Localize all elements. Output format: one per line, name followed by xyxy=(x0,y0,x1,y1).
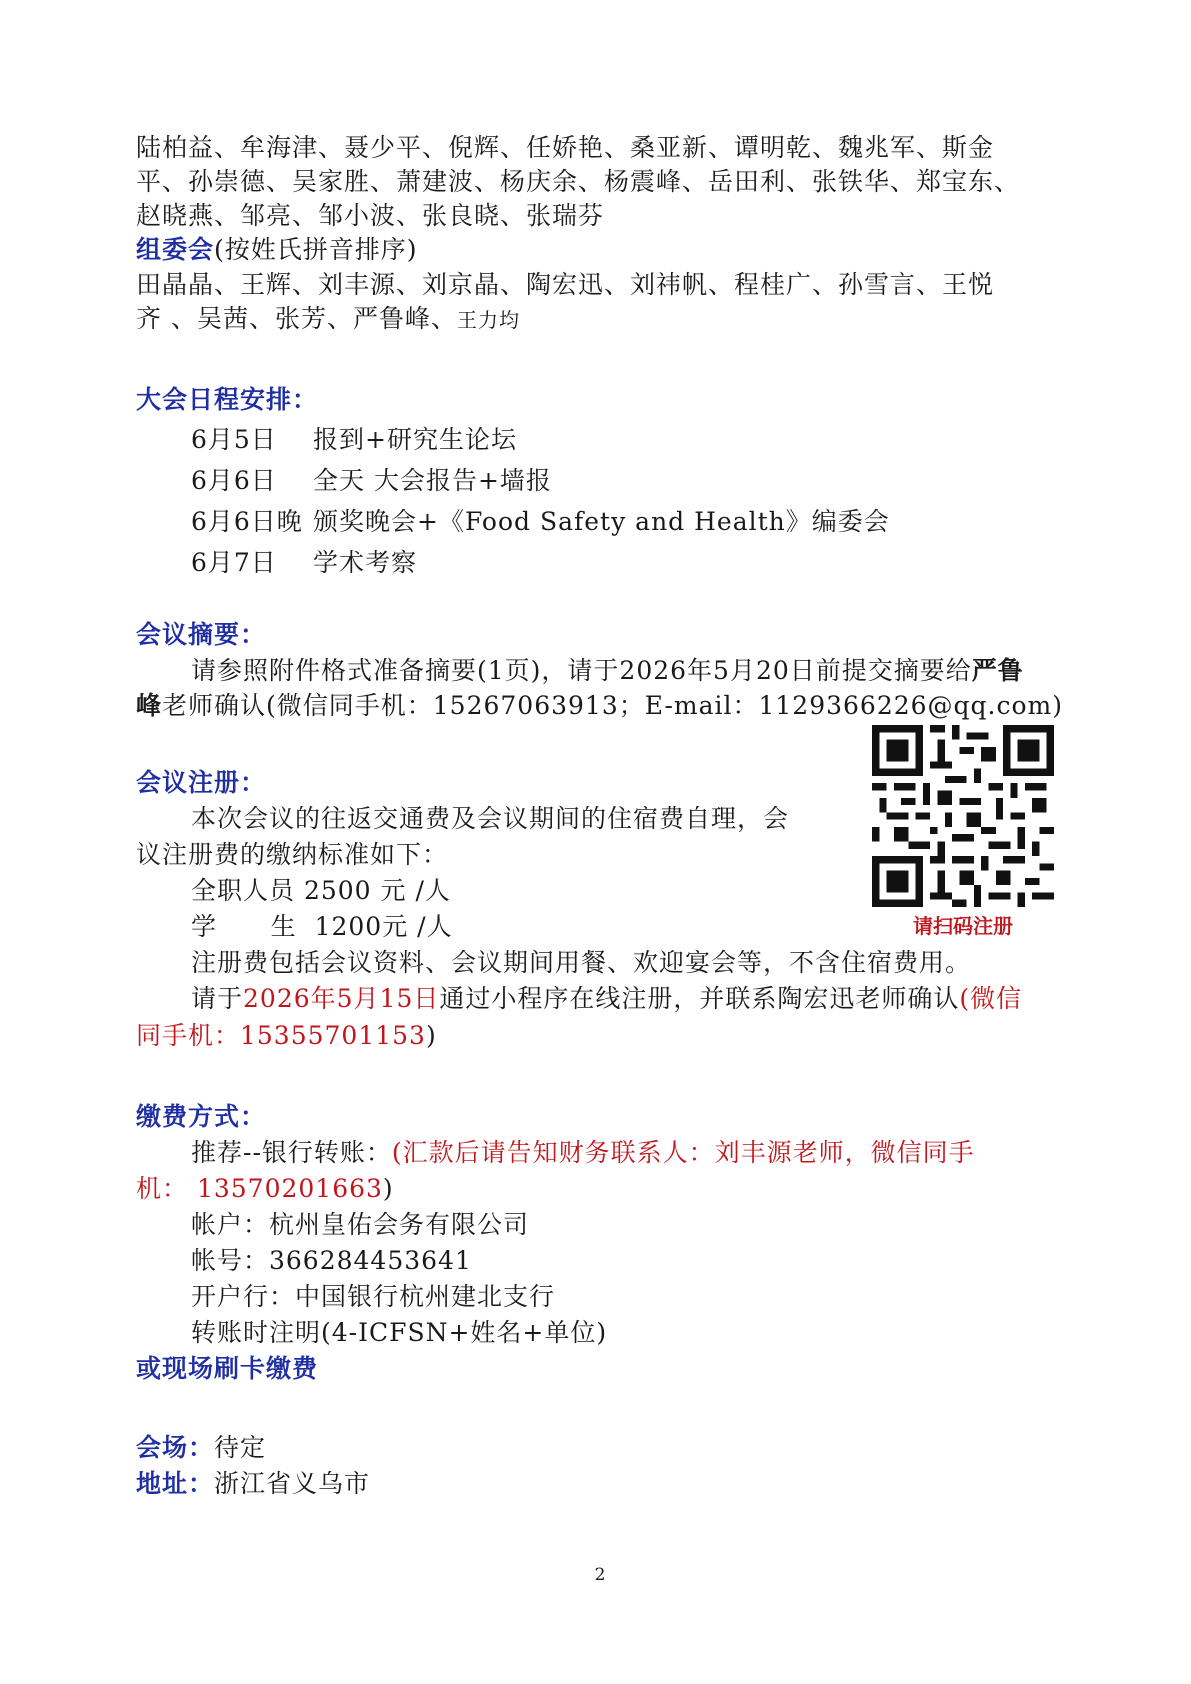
registration-line-2: 议注册费的缴纳标准如下： xyxy=(136,840,449,869)
schedule-item xyxy=(191,423,517,457)
abstract-text: 请参照附件格式准备摘要(1页)，请于2026年5月20日前提交摘要给 xyxy=(191,656,972,685)
schedule-date: 6月5日 xyxy=(191,425,277,454)
page-number: 2 xyxy=(594,1565,606,1585)
payment-recommend xyxy=(191,1136,975,1170)
payment-recommend-prefix: 推荐--银行转账： xyxy=(191,1138,392,1167)
address-label: 地址： xyxy=(136,1469,215,1498)
payment-alternative: 或现场刷卡缴费 xyxy=(136,1354,319,1383)
payment-note: 转账时注明(4-ICFSN+姓名+单位) xyxy=(191,1318,608,1347)
organizing-heading-line xyxy=(136,233,418,267)
organizing-line-2-text: 齐 、吴茜、张芳、严鲁峰、 xyxy=(136,304,457,333)
payment-account-number: 帐号：366284453641 xyxy=(191,1246,472,1275)
schedule-item xyxy=(191,505,890,539)
schedule-event: 颁奖晚会+《Food Safety and Health》编委会 xyxy=(313,507,890,536)
venue-label: 会场： xyxy=(136,1433,215,1462)
abstract-contact-name: 严鲁 xyxy=(971,656,1024,685)
abstract-line-1 xyxy=(191,654,1024,688)
deadline-prefix: 请于 xyxy=(191,984,244,1013)
payment-account-name: 帐户：杭州皇佑会务有限公司 xyxy=(191,1210,530,1239)
schedule-event: 全天 大会报告+墙报 xyxy=(313,466,552,495)
payment-recommend-line-2 xyxy=(136,1172,394,1206)
schedule-date: 6月7日 xyxy=(191,548,277,577)
registration-heading: 会议注册： xyxy=(136,768,267,797)
schedule-item xyxy=(191,464,552,498)
schedule-date: 6月6日 xyxy=(191,466,277,495)
fee-student: 学 生 1200元 /人 xyxy=(191,912,453,941)
payment-recommend-note: (汇款后请告知财务联系人：刘丰源老师，微信同手 xyxy=(391,1138,975,1167)
payment-contact-phone: 机： 13570201663 xyxy=(136,1174,383,1203)
registration-contact-close: ) xyxy=(425,1021,437,1050)
payment-heading: 缴费方式： xyxy=(136,1102,267,1131)
registration-qr-code[interactable] xyxy=(872,725,1054,907)
deadline-paren: (微信 xyxy=(959,984,1023,1013)
committee-line-2: 平、孙崇德、吴家胜、萧建波、杨庆余、杨震峰、岳田利、张铁华、郑宝东、 xyxy=(136,167,1021,196)
schedule-date: 6月6日晚 xyxy=(191,507,303,536)
registration-contact-phone: 同手机：15355701153 xyxy=(136,1021,426,1050)
payment-bank: 开户行：中国银行杭州建北支行 xyxy=(191,1282,556,1311)
fee-staff: 全职人员 2500 元 /人 xyxy=(191,876,451,905)
address-line xyxy=(136,1467,370,1501)
committee-line-3: 赵晓燕、邹亮、邹小波、张良晓、张瑞芬 xyxy=(136,201,605,230)
schedule-item xyxy=(191,546,417,580)
registration-includes: 注册费包括会议资料、会议期间用餐、欢迎宴会等，不含住宿费用。 xyxy=(191,948,972,977)
committee-line-1: 陆柏益、牟海津、聂少平、倪辉、任娇艳、桑亚新、谭明乾、魏兆军、斯金 xyxy=(136,133,995,162)
organizing-heading-note: (按姓氏拼音排序) xyxy=(214,235,418,264)
qr-caption: 请扫码注册 xyxy=(913,914,1013,938)
organizing-line-1: 田晶晶、王辉、刘丰源、刘京晶、陶宏迅、刘祎帆、程桂广、孙雪言、王悦 xyxy=(136,270,995,299)
registration-contact xyxy=(136,1019,437,1053)
schedule-event: 学术考察 xyxy=(313,548,418,577)
registration-line-1: 本次会议的往返交通费及会议期间的住宿费自理，会 xyxy=(191,804,790,833)
deadline-date: 2026年5月15日 xyxy=(243,984,440,1013)
address-value: 浙江省义乌市 xyxy=(214,1469,371,1498)
registration-deadline xyxy=(191,982,1022,1016)
deadline-mid: 通过小程序在线注册，并联系陶宏迅老师确认 xyxy=(439,984,960,1013)
abstract-contact-name-end: 峰 xyxy=(136,691,163,720)
organizing-line-2 xyxy=(136,302,520,337)
abstract-contact-details: 老师确认(微信同手机：15267063913；E-mail：1129366226@qq.com) xyxy=(162,691,1064,720)
venue-line xyxy=(136,1431,266,1465)
venue-value: 待定 xyxy=(214,1433,267,1462)
organizing-heading: 组委会 xyxy=(136,235,215,264)
abstract-line-2 xyxy=(136,689,1063,723)
organizing-line-2-small: 王力均 xyxy=(456,308,520,332)
schedule-event: 报到+研究生论坛 xyxy=(313,425,517,454)
schedule-heading: 大会日程安排： xyxy=(136,385,319,414)
abstract-heading: 会议摘要： xyxy=(136,620,267,649)
payment-contact-close: ) xyxy=(382,1174,394,1203)
